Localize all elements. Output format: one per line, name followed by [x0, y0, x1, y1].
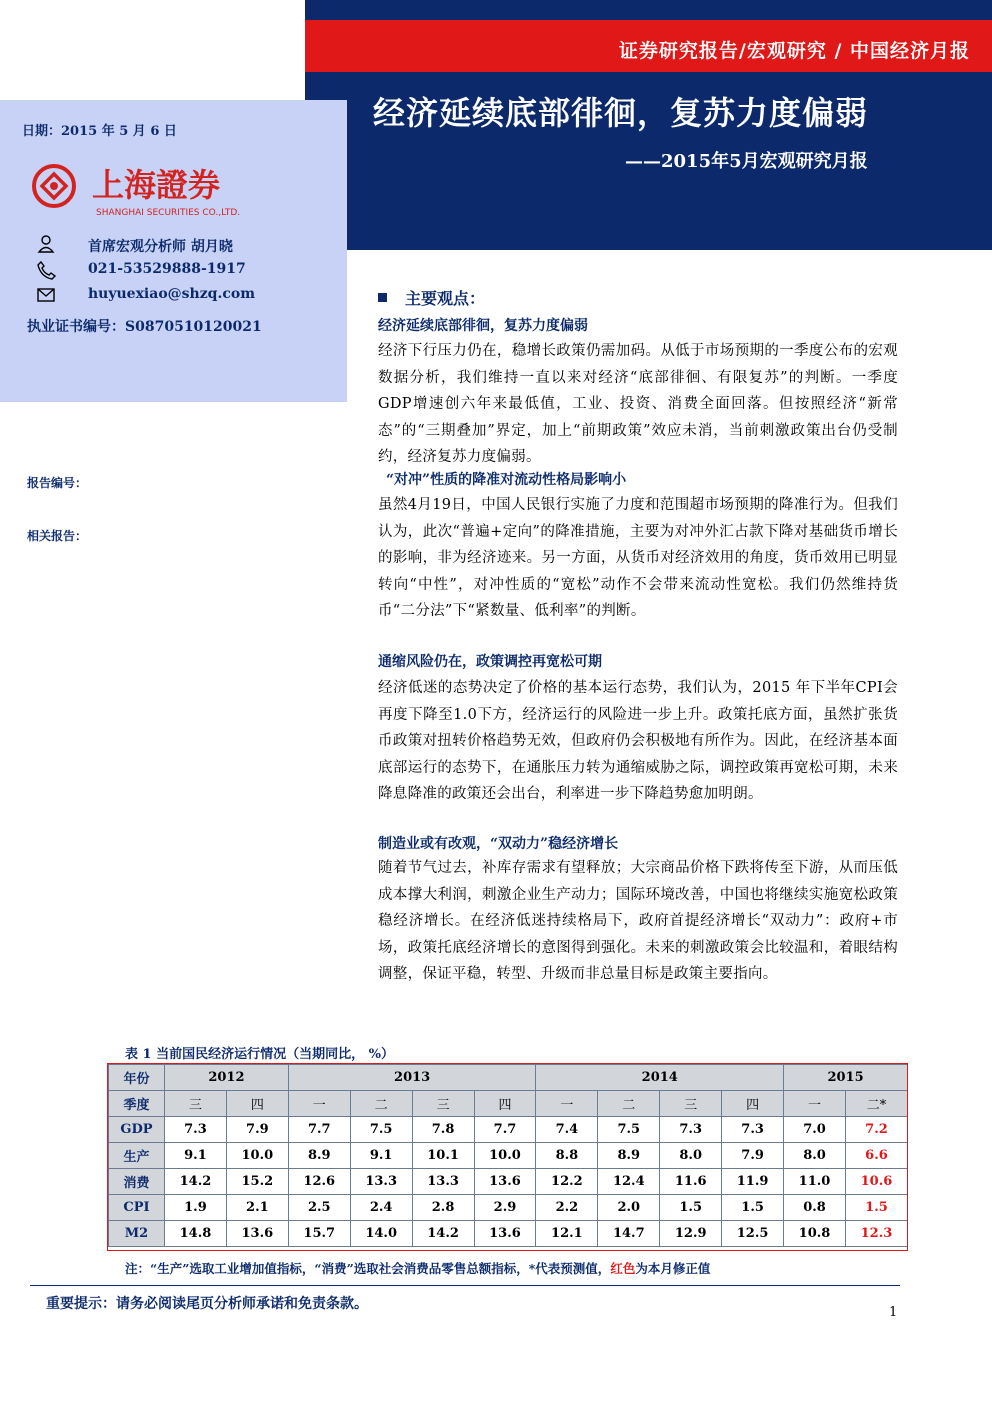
value-cell: 10.0 [226, 1143, 288, 1169]
quarter-cell: 二 [598, 1091, 660, 1117]
year-cell: 2013 [288, 1065, 536, 1091]
value-cell: 12.2 [536, 1169, 598, 1195]
table-row [109, 1117, 908, 1143]
value-cell: 10.6 [845, 1169, 907, 1195]
value-cell: 2.1 [226, 1195, 288, 1221]
value-cell: 12.3 [845, 1221, 907, 1247]
value-cell: 14.8 [165, 1221, 227, 1247]
quarter-header-cell: 季度 [109, 1091, 165, 1117]
value-cell: 2.4 [350, 1195, 412, 1221]
phone-icon [36, 260, 56, 280]
quarter-cell: 四 [474, 1091, 536, 1117]
value-cell: 7.9 [226, 1117, 288, 1143]
value-cell: 13.3 [350, 1169, 412, 1195]
indicator-label-cell: 消费 [109, 1169, 165, 1195]
value-cell: 7.3 [165, 1117, 227, 1143]
value-cell: 7.5 [598, 1117, 660, 1143]
value-cell: 9.1 [350, 1143, 412, 1169]
related-reports-label: 相关报告： [27, 529, 88, 543]
table-row [109, 1195, 908, 1221]
value-cell: 11.0 [784, 1169, 846, 1195]
table-caption: 表 1 当前国民经济运行情况（当期同比， %） [125, 1047, 394, 1062]
value-cell: 12.4 [598, 1169, 660, 1195]
value-cell: 7.7 [288, 1117, 350, 1143]
quarter-cell: 二* [845, 1091, 907, 1117]
value-cell: 7.2 [845, 1117, 907, 1143]
report-date: 日期：2015 年 5 月 6 日 [22, 124, 177, 139]
value-cell: 1.5 [845, 1195, 907, 1221]
logo-english-text: SHANGHAI SECURITIES CO.,LTD. [96, 208, 241, 218]
value-cell: 11.6 [660, 1169, 722, 1195]
report-category: 证券研究报告/宏观研究 / 中国经济月报 [618, 40, 970, 62]
value-cell: 2.8 [412, 1195, 474, 1221]
table-row [109, 1143, 908, 1169]
value-cell: 12.1 [536, 1221, 598, 1247]
quarter-cell: 一 [784, 1091, 846, 1117]
person-icon [36, 234, 56, 254]
value-cell: 10.0 [474, 1143, 536, 1169]
value-cell: 7.9 [722, 1143, 784, 1169]
value-cell: 9.1 [165, 1143, 227, 1169]
year-cell: 2012 [165, 1065, 289, 1091]
value-cell: 1.5 [722, 1195, 784, 1221]
quarter-cell: 二 [350, 1091, 412, 1117]
value-cell: 7.8 [412, 1117, 474, 1143]
value-cell: 7.5 [350, 1117, 412, 1143]
quarter-cell: 三 [412, 1091, 474, 1117]
value-cell: 13.6 [474, 1169, 536, 1195]
table-row [109, 1221, 908, 1247]
section-title: 经济延续底部徘徊，复苏力度偏弱 [378, 318, 588, 334]
indicator-label-cell: 生产 [109, 1143, 165, 1169]
square-bullet-icon [378, 293, 387, 302]
quarter-cell: 一 [536, 1091, 598, 1117]
indicator-label-cell: CPI [109, 1195, 165, 1221]
value-cell: 14.7 [598, 1221, 660, 1247]
section-body: 随着节气过去，补库存需求有望释放；大宗商品价格下跌将传至下游，从而压低成本撑大利润，刺激企业生产动力；国际环境改善，中国也将继续实施宽松政策稳经济增长。在经济低迷持续格局下，政府首提经济增长“双动力”：政府+市场，政策托底经济增长的意图得到强化。未来的刺激政策会比较温和，着眼结构调整，保证平稳，转型、升级而非总量目标是政策主要指向。 [378, 860, 898, 982]
value-cell: 10.1 [412, 1143, 474, 1169]
report-subtitle: ——2015年5月宏观研究月报 [625, 151, 868, 172]
analyst-phone: 021-53529888-1917 [88, 261, 246, 277]
value-cell: 12.5 [722, 1221, 784, 1247]
value-cell: 12.9 [660, 1221, 722, 1247]
table-note-red-text: 红色 [610, 1261, 636, 1276]
value-cell: 1.9 [165, 1195, 227, 1221]
section-body: 经济下行压力仍在，稳增长政策仍需加码。从低于市场预期的一季度公布的宏观数据分析，我们维持一直以来对经济“底部徘徊、有限复苏”的判断。一季度GDP增速创六年来最低值，工业、投资、消费全面回落。但按照经济“新常态”的“三期叠加”界定，加上“前期政策”效应未消，当前刺激政策出台仍受制约，经济复苏力度偏弱。 [378, 343, 898, 465]
section-title: 制造业或有改观，“双动力”稳经济增长 [378, 836, 619, 852]
report-number-label: 报告编号： [27, 476, 88, 490]
year-cell: 2015 [784, 1065, 908, 1091]
page-number: 1 [889, 1305, 898, 1320]
value-cell: 8.9 [598, 1143, 660, 1169]
year-header-cell: 年份 [109, 1065, 165, 1091]
value-cell: 8.9 [288, 1143, 350, 1169]
value-cell: 2.5 [288, 1195, 350, 1221]
value-cell: 14.0 [350, 1221, 412, 1247]
email-icon [36, 285, 56, 305]
table-note [125, 1259, 710, 1277]
table-note-suffix: 为本月修正值 [635, 1261, 711, 1276]
year-cell: 2014 [536, 1065, 784, 1091]
value-cell: 8.8 [536, 1143, 598, 1169]
divider [30, 1285, 900, 1286]
table-year-row [109, 1065, 908, 1091]
table-quarter-row [109, 1091, 908, 1117]
economy-data-table [108, 1064, 908, 1247]
value-cell: 14.2 [412, 1221, 474, 1247]
quarter-cell: 一 [288, 1091, 350, 1117]
section-title: “对冲”性质的降准对流动性格局影响小 [386, 472, 627, 488]
value-cell: 7.3 [722, 1117, 784, 1143]
section-body: 经济低迷的态势决定了价格的基本运行态势，我们认为，2015 年下半年CPI会再度下降至1.0下方，经济运行的风险进一步上升。政策托底方面，虽然扩张货币政策对扭转价格趋势无效，但政府仍会积极地有所作为。因此，在经济基本面底部运行的态势下，在通胀压力转为通缩威胁之际，调控政策再宽松可期，未来降息降准的政策还会出台，利率进一步下降趋势愈加明朗。 [378, 680, 898, 802]
value-cell: 15.7 [288, 1221, 350, 1247]
disclaimer: 重要提示：请务必阅读尾页分析师承诺和免责条款。 [46, 1296, 368, 1312]
value-cell: 2.0 [598, 1195, 660, 1221]
section-body: 虽然4月19日，中国人民银行实施了力度和范围超市场预期的降准行为。但我们认为，此次“普遍+定向”的降准措施，主要为对冲外汇占款下降对基础货币增长的影响，非为经济迹来。另一方面，从货币对经济效用的角度，货币效用已明显转向“中性”，对冲性质的“宽松”动作不会带来流动性宽松。我们仍然维持货币“二分法”下“紧数量、低利率”的判断。 [378, 497, 898, 619]
value-cell: 7.4 [536, 1117, 598, 1143]
value-cell: 7.7 [474, 1117, 536, 1143]
table-row [109, 1169, 908, 1195]
quarter-cell: 三 [660, 1091, 722, 1117]
section-title: 通缩风险仍在，政策调控再宽松可期 [378, 654, 602, 670]
value-cell: 13.6 [226, 1221, 288, 1247]
table-note-text: 注：“生产”选取工业增加值指标，“消费”选取社会消费品零售总额指标，*代表预测值， [125, 1261, 611, 1276]
value-cell: 7.0 [784, 1117, 846, 1143]
value-cell: 13.6 [474, 1221, 536, 1247]
value-cell: 6.6 [845, 1143, 907, 1169]
value-cell: 11.9 [722, 1169, 784, 1195]
value-cell: 2.9 [474, 1195, 536, 1221]
logo-chinese-text: 上海證券 [92, 166, 221, 204]
value-cell: 10.8 [784, 1221, 846, 1247]
value-cell: 1.5 [660, 1195, 722, 1221]
main-heading-text: 主要观点： [405, 289, 486, 308]
main-points-heading [378, 286, 485, 309]
value-cell: 13.3 [412, 1169, 474, 1195]
value-cell: 7.3 [660, 1117, 722, 1143]
value-cell: 8.0 [784, 1143, 846, 1169]
shanghai-securities-logo [32, 160, 282, 220]
certificate-number: 执业证书编号：S0870510120021 [27, 319, 262, 335]
quarter-cell: 三 [165, 1091, 227, 1117]
quarter-cell: 四 [226, 1091, 288, 1117]
value-cell: 8.0 [660, 1143, 722, 1169]
value-cell: 12.6 [288, 1169, 350, 1195]
value-cell: 0.8 [784, 1195, 846, 1221]
value-cell: 14.2 [165, 1169, 227, 1195]
analyst-name: 首席宏观分析师 胡月晓 [88, 239, 233, 255]
indicator-label-cell: M2 [109, 1221, 165, 1247]
indicator-label-cell: GDP [109, 1117, 165, 1143]
analyst-email[interactable]: huyuexiao@shzq.com [88, 286, 256, 302]
report-title: 经济延续底部徘徊，复苏力度偏弱 [373, 94, 869, 132]
value-cell: 15.2 [226, 1169, 288, 1195]
quarter-cell: 四 [722, 1091, 784, 1117]
value-cell: 2.2 [536, 1195, 598, 1221]
